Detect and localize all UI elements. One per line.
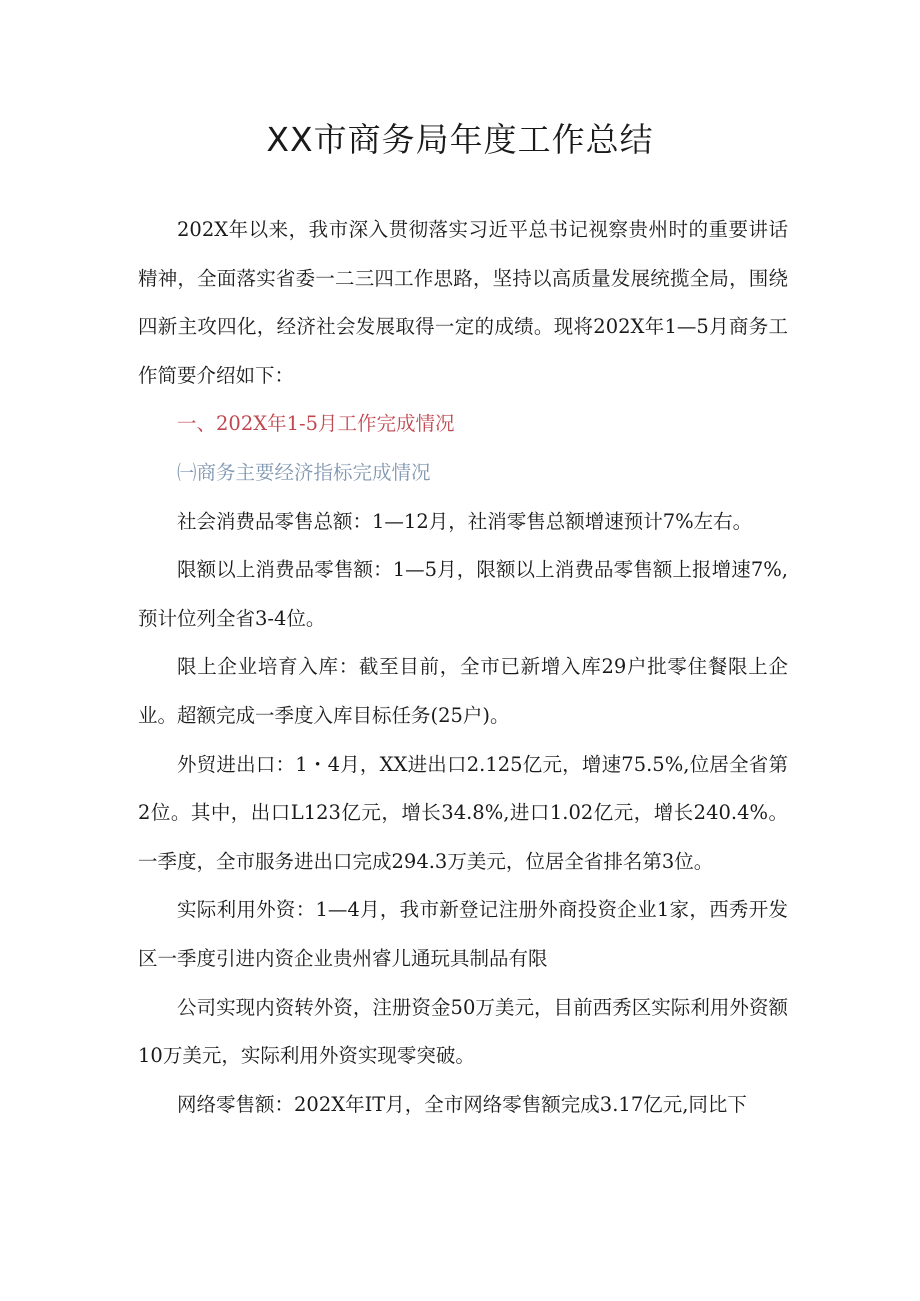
document-body <box>138 206 788 1129</box>
paragraph-foreign-investment-cont: 公司实现内资转外资，注册资金50万美元，目前西秀区实际利用外资额10万美元，实际利用外资实现零突破。 <box>138 995 788 1068</box>
section-heading-1: 一、202X年1-5月工作完成情况 <box>177 412 455 436</box>
subsection-heading-1: ㈠商务主要经济指标完成情况 <box>177 460 431 484</box>
paragraph-foreign-trade: 外贸进出口：1・4月，XX进出口2.125亿元，增速75.5%,位居全省第2位。其中，出口L123亿元，增长34.8%,进口1.02亿元，增长240.4%。一季度，全市服务进出口完成294.3万美元，位居全省排名第3位。 <box>138 752 788 873</box>
document-title: XX市商务局年度工作总结 <box>266 120 654 159</box>
paragraph-online-retail: 网络零售额：202X年IT月，全市网络零售额完成3.17亿元,同比下 <box>177 1092 747 1116</box>
paragraph-enterprise-cultivation: 限上企业培育入库：截至目前，全市已新增入库29户批零住餐限上企业。超额完成一季度入库目标任务(25户)。 <box>138 655 788 727</box>
paragraph-foreign-investment: 实际利用外资：1—4月，我市新登记注册外商投资企业1家，西秀开发区一季度引进内资企业贵州睿儿通玩具制品有限 <box>138 898 788 970</box>
intro-paragraph: 202X年以来，我市深入贯彻落实习近平总书记视察贵州时的重要讲话精神，全面落实省委一二三四工作思路，坚持以高质量发展统揽全局，围绕四新主攻四化，经济社会发展取得一定的成绩。现将202X年1—5月商务工作简要介绍如下： <box>138 218 788 387</box>
paragraph-above-quota-retail: 限额以上消费品零售额：1—5月，限额以上消费品零售额上报增速7%,预计位列全省3-4位。 <box>138 558 788 630</box>
paragraph-retail-sales: 社会消费品零售总额：1—12月，社消零售总额增速预计7%左右。 <box>177 509 753 533</box>
